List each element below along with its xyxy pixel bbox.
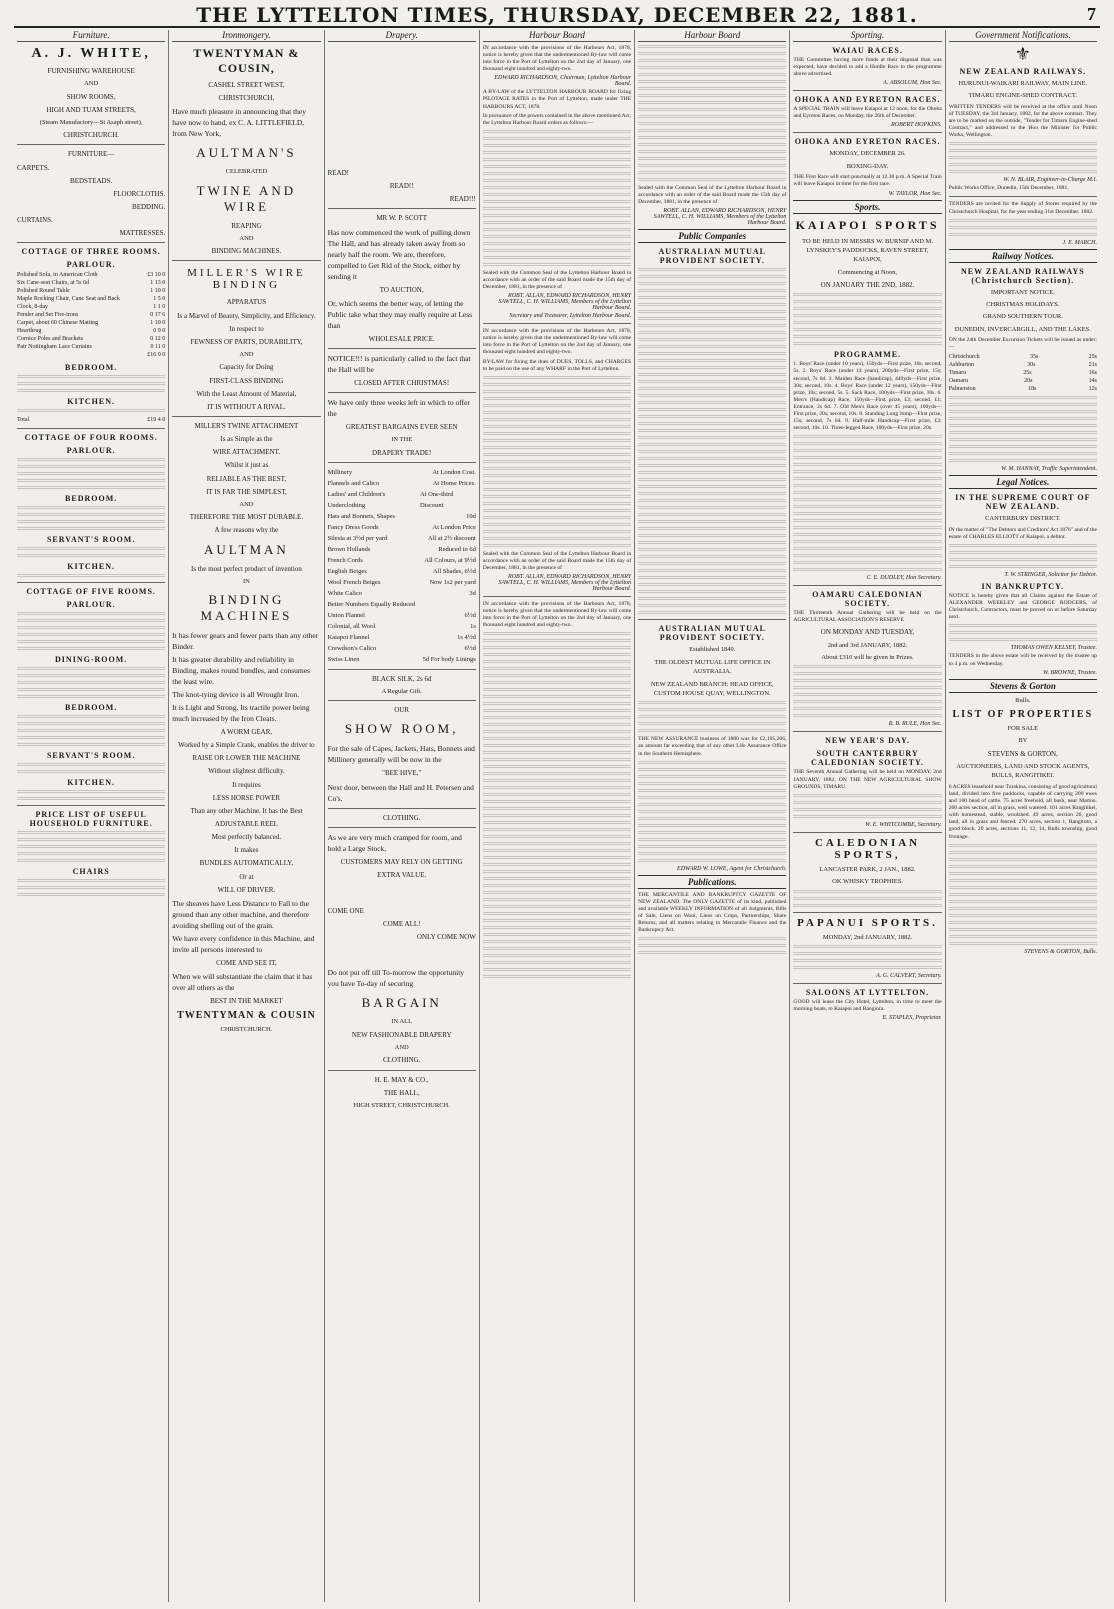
column-header: Drapery. (328, 30, 476, 42)
ad-line: MATTRESSES. (119, 229, 166, 238)
ad-line: CARPETS. (17, 163, 50, 172)
ad-line: Whilst it just as (224, 461, 269, 470)
section-title: Stevens & Gorton (949, 679, 1097, 693)
ad-line: BEST IN THE MARKET (210, 997, 283, 1006)
list-item: Kaiapoi Flannel 1s 4½d (327, 633, 476, 641)
notice-text: THE NEW ASSURANCE business of 1880 was for £2,105,206, an amount far exceeding that of any other Life Assurance Office in the Southern Hemisphere. (638, 736, 787, 757)
ad-line: AND (84, 80, 99, 88)
ad-text: The knot-tying device is all Wrought Iron. (172, 690, 300, 700)
brand-heading: AULTMAN (204, 541, 289, 557)
notice-signature: W. M. HANNAY, Traffic Superintendent. (1001, 466, 1097, 473)
ad-heading: BARGAIN (361, 995, 442, 1011)
section-heading: BEDROOM. (65, 363, 118, 373)
ad-line: FIRST-CLASS BINDING (209, 376, 284, 385)
notice-text: IN the matter of "The Debtors and Creditors' Act 1876" and of the estate of CHARLES ELLIOTT of Kaiapoi, a debtor. (948, 526, 1097, 540)
table-row: Ashburton 30s 21s (948, 362, 1097, 369)
ad-line: AUCTIONEERS, LAND AND STOCK AGENTS, BULLS, RANGITIKEI. (956, 763, 1090, 780)
price-list (17, 271, 165, 359)
ad-line: NEW ZEALAND BRANCH: HEAD OFFICE, CUSTOM HOUSE QUAY, WELLINGTON. (650, 680, 774, 697)
section-heading: COTTAGE OF THREE ROOMS. (21, 247, 161, 257)
ad-line: READ!! (389, 182, 414, 191)
table-row: Timaru 25s 16s (948, 370, 1097, 377)
ad-line: MR W. P. SCOTT (376, 214, 428, 223)
section-heading: PARLOUR. (66, 600, 116, 610)
ad-line: It requires (232, 780, 261, 789)
ad-text: We have every confidence in this Machine, and invite all persons interested to (172, 933, 315, 954)
ad-line: With the Least Amount of Material, (196, 389, 297, 398)
section-heading: BEDROOM. (65, 703, 118, 713)
ad-line: REAPING (231, 221, 262, 230)
list-item: Crewdson's Calico 6½d (327, 644, 476, 652)
event-heading: CALEDONIAN SPORTS, (814, 836, 921, 861)
columns (14, 30, 1100, 1602)
ad-line: ADJUSTABLE REEL (214, 820, 278, 829)
notice-text: THE Thirteenth Annual Gathering will be held on the AGRICULTURAL ASSOCIATION'S RESERVE (793, 610, 942, 624)
list-item: Maple Rocking Chair, Cane Seat and Back 1 5 0 (17, 296, 166, 303)
ad-line: AND (239, 500, 254, 508)
ad-line: Or at (239, 872, 254, 881)
list-item: Fancy Dress Goods At London Price (327, 523, 476, 531)
column-header: Sporting. (793, 30, 941, 42)
event-heading: KAIAPOI SPORTS (795, 217, 940, 232)
ad-line: OK WHISKY TROPHIES. (832, 878, 903, 886)
section-title: Publications. (638, 875, 786, 889)
ad-line: Capacity for Doing (219, 363, 274, 372)
list-item: White Calico 3d (327, 589, 476, 597)
ad-text: Or, which seems the better way, of letting the Public take what they may really require at Less than (327, 298, 473, 330)
table-row: Christchurch 35s 25s (948, 354, 1097, 361)
ad-text: NOTICE!!! is particularly called to the fact that the Hall will be (327, 353, 471, 374)
ad-line: STEVENS & GORTON, (987, 749, 1058, 758)
ad-line: It makes (234, 846, 259, 855)
section-heading: PRICE LIST OF USEFUL HOUSEHOLD FURNITURE. (29, 810, 153, 829)
ad-line: COME ALL! (382, 920, 421, 929)
ad-line: AND (394, 1043, 409, 1051)
ad-line: ON JANUARY THE 2ND, 1882. (820, 281, 915, 290)
list-item: Clock, 8-day 1 1 0 (17, 304, 166, 311)
event-title: SALOONS AT LYTTELTON. (805, 987, 930, 997)
ad-text: Next door, between the Hall and H. Petersen and Co's. (327, 782, 474, 803)
list-item: Better Numbers Equally Reduced (327, 600, 416, 608)
ad-line: APPARATUS (226, 298, 267, 307)
ad-line: COME AND SEE IT, (216, 958, 277, 967)
ad-line: LESS HORSE POWER (212, 793, 281, 802)
ad-line: CELEBRATED (225, 168, 268, 176)
event-title: OHOKA AND EYRETON RACES. (794, 95, 941, 105)
ad-line: TO AUCTION, (379, 285, 424, 294)
royal-arms-icon: ⚜ (1014, 44, 1031, 64)
notice-text: A BY-LAW of the LYTTELTON HARBOUR BOARD for fixing PILOTAGE RATES in the Port of Lyttelton, made under THE HARBOURS ACT, 1878. (482, 89, 632, 110)
event-title: SOUTH CANTERBURY CALEDONIAN SOCIETY. (811, 749, 925, 768)
ad-line: IT IS FAR THE SIMPLEST, (206, 487, 287, 496)
ad-line: Than any other Machine. It has the Best (190, 806, 303, 815)
table-row: Palmerston 18s 12s (948, 386, 1097, 393)
ad-line: Most perfectly balanced. (211, 833, 282, 842)
section-heading: COTTAGE OF FIVE ROOMS. (26, 587, 156, 597)
column-header: Furniture. (17, 30, 165, 42)
ad-line: DRAPERY TRADE! (372, 448, 432, 457)
ad-line: HIGH AND TUAM STREETS, (46, 105, 136, 114)
list-item: Carpet, about 60 Chinese Matting 1 10 0 (17, 320, 166, 327)
notice-text: TENDERS are invited for the Supply of Stores required by the Christchurch Hospital, for the year ending 31st December, 1882. (948, 201, 1097, 215)
ad-line: COME ONE (327, 906, 364, 915)
notice-text: BY-LAW for fixing the dues of DUES, TOLLS, and CHARGES to be paid on the use of any WHARF in the Port of Lyttelton. (482, 358, 632, 372)
list-total: Total £19 4 0 (17, 417, 166, 424)
advertiser-name: TWENTYMAN & COUSIN, (193, 46, 300, 75)
notice-signature: EDWARD RICHARDSON, Chairman, Lyttelton Harbour Board. (494, 75, 632, 88)
column-ironmongery (168, 30, 323, 1602)
list-item: Fender and Set Fire-irons 0 17 6 (17, 312, 166, 319)
notice-title: IN BANKRUPTCY. (981, 582, 1065, 592)
ad-line: WIRE ATTACHMENT. (212, 448, 281, 457)
notice-text: Sealed with the Common Seal of the Lyttelton Harbour Board in accordance with an order of the said Board made the 15th day of December, 1881, in the presence of (638, 185, 787, 206)
fares-table (949, 353, 1097, 393)
ad-heading: LIST OF PROPERTIES (952, 709, 1094, 721)
ad-line: THE OLDEST MUTUAL LIFE OFFICE IN AUSTRALIA. (654, 658, 771, 676)
ad-text: It is Light and Strong. Its tractile power being much increased by the Iron Cleats. (172, 703, 310, 724)
list-item: Flannels and Calico At Home Prices. (327, 479, 476, 487)
ad-line: CHRISTCHURCH. (63, 131, 120, 140)
ad-line: FEWNESS OF PARTS, DURABILITY, (190, 337, 303, 346)
ad-line: CLOTHING. (382, 1056, 421, 1065)
ad-line: FOR SALE (1007, 725, 1039, 733)
advertiser-name: A. J. WHITE, (31, 46, 151, 61)
list-item: Ladies' and Children's Underclothing At One-third Discount (327, 490, 454, 509)
ad-line: BINDING MACHINES. (211, 247, 282, 256)
notice-text: THE Seventh Annual Gathering will be held on MONDAY, 2nd JANUARY, 1882, ON THE NEW AGRICULTURAL SHOW GROUNDS, TIMARU. (793, 769, 942, 790)
section-title: Sports. (793, 200, 941, 214)
ad-line: DUNEDIN, INVERCARGILL, AND THE LAKES. (954, 325, 1091, 333)
brand-heading: BINDING MACHINES (200, 592, 293, 624)
list-item: Six Cane-seat Chairs, at 5s 6d 1 13 0 (17, 280, 166, 287)
newspaper-title: THE LYTTELTON TIMES, THURSDAY, DECEMBER 22, 1881. (196, 3, 918, 27)
ad-line: CURTAINS. (17, 216, 53, 225)
notice-text: THE Committee having more funds at their disposal than was expected, have decided to add a Hurdle Race to the programme above advertised. (793, 57, 942, 78)
ad-line: AND (239, 234, 254, 242)
ad-line: IT IS WITHOUT A RIVAL. (207, 402, 286, 411)
list-item: French Cords All Colours, at 9½d (327, 556, 476, 564)
goods-list (328, 467, 476, 665)
notice-signature: ROBERT HOPKINS. (891, 122, 942, 129)
list-item: Swiss Linen 5d For body Linings (327, 655, 476, 663)
notice-text: THE First Race will start punctually at 12.30 p.m. A Special Train will leave Kaiapoi in time for the first race. (793, 174, 942, 188)
advertiser-signature: TWENTYMAN & COUSIN (177, 1010, 316, 1022)
notice-signature: A. G. CALVERT, Secretary. (876, 972, 942, 979)
ad-text: We have only three weeks left in which to offer the (327, 397, 470, 418)
ad-line: GRAND SOUTHERN TOUR. (982, 313, 1063, 321)
notice-text: 1. Boys' Race (under 10 years), 150yds—First prize, 10s; second, 5s. 2. Boys' Race (under 14 years), 200yds—First prize, 15s; second, 7s 6d. 3. Maiden Race (handicap), 440yds—First prize, 30s; second, 10s. 4. Boys' Race (under 12 years), 150yds—First prize, 10s; second, 5s. 5. Sack Race, 100yds—First prize, 10s. 6. Men's (Handicap) Race, 150yds—First prize, £3; second, £1; Entrance, 2s 6d. 7. Old Men's Race (over 45 years), 100yds—First prize, 20s; second, 10s. 8. Standing Long Jump—First prize, 15s; second, 7s 6d. 9. Half-mile Handicap—First prize, £2; second, 10s. 10. Three-legged Race, 100yds—First prize, 20s. (793, 361, 942, 432)
column-header: Government Notifications. (949, 30, 1097, 42)
ad-line: OUR (394, 706, 410, 715)
section-title: Public Companies (638, 229, 786, 243)
notice-text: IN accordance with the provisions of the Harbours Act, 1878, notice is hereby given that the undermentioned By-law will come into force in the Port of Lyttelton on the 2nd day of January, one thousand eight hundred and eighty-two. (482, 328, 632, 356)
ad-line: BUNDLES AUTOMATICALLY, (199, 859, 294, 868)
notice-text: ON the 24th December Excursion Tickets will be issued as under:— (948, 337, 1097, 351)
list-item: Silesia at 3½d per yard All at 2½ discount (327, 534, 476, 542)
list-item: Polished Round Table 1 10 0 (17, 288, 166, 295)
ad-text: As we are very much cramped for room, and hold a Large Stock, (327, 832, 462, 853)
ad-line: THE HALL, (383, 1088, 420, 1097)
brand-heading: AULTMAN'S (196, 145, 297, 161)
ad-line: READ! (327, 169, 349, 177)
ad-line: Commencing at Noon, (838, 268, 898, 276)
ad-line: In respect to (229, 324, 264, 333)
notice-signature: T. W. STRINGER, Solicitor for Debtor. (1004, 572, 1097, 579)
ad-line: NEW FASHIONABLE DRAPERY (351, 1030, 452, 1039)
ad-line: Established 1849. (689, 646, 736, 654)
page-number: 7 (1087, 4, 1096, 24)
ad-line: CANTERBURY DISTRICT. (985, 515, 1061, 523)
list-item: Millinery At London Cost. (327, 468, 476, 476)
ad-line: A WORM GEAR, (220, 728, 273, 737)
ad-line: About £310 will be given in Prizes. (821, 654, 914, 662)
ad-line: CHRISTMAS HOLIDAYS. (986, 301, 1060, 309)
brand-heading: TWINE AND WIRE (196, 182, 297, 214)
ad-line: Is the most perfect product of invention (191, 564, 302, 573)
list-item: Wool French Beiges Now 1s2 per yard (327, 578, 476, 586)
list-item: Pair Nottingham Lace Curtains 0 11 0 (17, 344, 166, 351)
list-item: Brown Hollands Reduced to 6d (327, 545, 476, 553)
notice-signature: ROBT. ALLAN, EDWARD RICHARDSON, HENRY SAWTELL, C. H. WILLIAMS, Members of the Lyttelton Harbour Board. (653, 208, 787, 227)
ad-heading: SHOW ROOM, (344, 721, 459, 737)
masthead (14, 4, 1100, 28)
column-furniture (14, 30, 168, 1602)
ad-line: TO BE HELD IN MESSRS W. BURNIP AND M. LYNSKEY'S PADDOCKS, RAVEN STREET, KAIAPOI, (802, 237, 933, 264)
ad-line: Is a Marvel of Beauty, Simplicity, and Efficiency. (177, 311, 316, 320)
notice-text: IN accordance with the provisions of the Harbours Act, 1878, notice is hereby given that the undermentioned By-law will come into force in the Port of Lyttelton on the 2nd day of January, one thousand eight hundred and eighty-two. (482, 600, 632, 629)
notice-text: WRITTEN TENDERS will be received at the office until Noon of TUESDAY, the 3rd January, 1882, for the above contract. They are to be marked on the outside, "Tender for Timaru Engine-shed Contract," and addressed to the Hon the Minister for Public Works, Wellington. (948, 103, 1097, 139)
brand-heading: MILLER'S WIRE BINDING (187, 267, 306, 292)
ad-line: MONDAY, 2nd JANUARY, 1882. (822, 933, 913, 941)
notice-text: Sealed with the Common Seal of the Lyttelton Harbour Board in accordance with an order of the said Board made the 15th day of December, 1881, in the presence of (482, 269, 632, 291)
ad-line: WILL OF DRIVER. (217, 885, 276, 894)
notice-signature: E. STAPLES, Proprietor. (882, 1015, 942, 1022)
ad-line: BEDDING. (132, 202, 166, 211)
event-title: OHOKA AND EYRETON RACES. (794, 137, 941, 147)
ad-line: RELIABLE AS THE BEST, (206, 474, 287, 483)
notice-signature: W. BROWNE, Trustee. (1043, 669, 1097, 676)
event-heading: PAPANUI SPORTS. (797, 916, 938, 929)
section-heading: KITCHEN. (67, 778, 116, 788)
notice-signature: EDWARD W. LOWE, Agent for Christchurch. (677, 865, 787, 872)
notice-text: In pursuance of the powers contained in the above mentioned Act, the Lyttelton Harbour Board orders as follows:— (482, 112, 632, 126)
ad-line: GREATEST BARGAINS EVER SEEN (345, 422, 458, 431)
section-heading: KITCHEN. (67, 562, 116, 572)
ad-line: FLOORCLOTHS. (113, 189, 166, 198)
ad-line: IN THE (391, 436, 413, 444)
event-title: NEW YEAR'S DAY. (825, 736, 910, 746)
section-heading: DINING-ROOM. (55, 655, 128, 665)
ad-line: Without slightest difficulty. (208, 767, 285, 776)
ad-line: SHOW ROOMS, (66, 92, 116, 101)
ad-line: FURNISHING WAREHOUSE (47, 67, 135, 75)
list-item: English Beiges All Shades, 6½d (327, 567, 476, 575)
ad-line: Worked by a Simple Crank, enables the driver to (178, 741, 315, 750)
ad-line: IN ALL (391, 1018, 413, 1026)
notice-signature: ROBT. ALLAN, EDWARD RICHARDSON, HENRY SAWTELL, C. H. WILLIAMS, Members of the Lyttelton Harbour Board. (498, 573, 632, 592)
column-drapery (324, 30, 479, 1602)
notice-signature: J. E. MARCH. (1062, 239, 1097, 246)
list-item: Union Flannel 6½d (327, 611, 476, 619)
notice-title: NEW ZEALAND RAILWAYS. (959, 67, 1087, 76)
notice-text: NOTICE is hereby given that all Claims against the Estate of ALEXANDER WEEKLEY and GEORGE RODGERS, of Christchurch, Contractors, must be proved on or before Saturday next. (948, 593, 1097, 621)
column-header: Harbour Board (638, 30, 786, 42)
column-header: Ironmongery. (172, 30, 320, 42)
ad-line: LANCASTER PARK, 2 JAN., 1882. (819, 865, 916, 873)
column-sporting (789, 30, 944, 1602)
ad-text: For the sale of Capes, Jackets, Hats, Bonnets and Millinery generally will be now in the (327, 744, 475, 765)
column-government (945, 30, 1100, 1602)
section-heading: PARLOUR. (66, 260, 116, 270)
ad-line: HIGH STREET, CHRISTCHURCH. (353, 1101, 450, 1109)
list-item: Cornice Poles and Brackets 0 12 0 (17, 336, 166, 343)
ad-line: AND (239, 350, 254, 358)
notice-title: NEW ZEALAND RAILWAYS (Christchurch Section). (960, 266, 1085, 285)
ad-text: The sheaves have Less Distance to Fall to the ground than any other machine, and therefore avoiding shelling out of the grain. (172, 898, 310, 930)
ad-line: WHOLESALE PRICE. (368, 334, 435, 343)
notice-signature: W. TAYLOR, Hon Sec. (888, 190, 942, 197)
notice-text: Sealed with the Common Seal of the Lyttelton Harbour Board in accordance with an order of the said Board made the 15th day of December, 1881, in the presence of (482, 550, 632, 571)
ad-line: TIMARU ENGINE-SHED CONTRACT. (968, 92, 1078, 100)
notice-text: Public Works Office, Dunedin, 15th December, 1881. (948, 185, 1069, 192)
table-row: Oamaru 20s 14s (948, 378, 1097, 385)
notice-text: TENDERS in the above estate will be received by the trustee up to 4 p.m. on Wednesday. (948, 653, 1097, 667)
section-title: Legal Notices. (949, 475, 1097, 489)
section-heading: SERVANT'S ROOM. (46, 535, 136, 545)
ad-line: Is as Simple as the (220, 435, 273, 444)
ad-line: ONLY COME NOW (416, 933, 476, 942)
notice-signature: W. E. WHITCOMBE, Secretary. (865, 821, 942, 828)
ad-line: A few reasons why the (214, 526, 279, 535)
column-header: Harbour Board (483, 30, 631, 42)
event-title: OAMARU CALEDONIAN SOCIETY. (812, 590, 923, 609)
ad-line: HURUNUI-WAIKARI RAILWAY, MAIN LINE. (958, 80, 1088, 87)
notice-signature: R. B. RULE, Hon Sec. (888, 721, 942, 728)
list-item: Hearthrug 0 9 0 (17, 328, 166, 335)
ad-line: CLOTHING. (382, 813, 421, 822)
notice-title: IN THE SUPREME COURT OF NEW ZEALAND. (955, 493, 1091, 512)
ad-line: BY (1018, 737, 1028, 745)
ad-text: Have much pleasure in announcing that they have now to hand, ex C. A. LITTLEFIELD, from New York, (172, 107, 306, 139)
ad-line: ON MONDAY AND TUESDAY, (820, 628, 915, 637)
section-heading: COTTAGE OF FOUR ROOMS. (24, 433, 158, 443)
section-heading: BEDROOM. (65, 494, 118, 504)
ad-line: FURNITURE— (68, 150, 115, 159)
notice-text: THE MERCANTILE AND BANKRUPTCY GAZETTE OF NEW ZEALAND. The ONLY GAZETTE of its kind, published and available WEEKLY INFORMATION of all Judgments, Bills of Sale, Liens on Wool, Liens on Crops, Partnerships, Share Returns, and all matters relating to Mercantile Finance and the Bankruptcy Act. (638, 891, 787, 934)
notice-signature: W. N. BLAIR, Engineer-in-Charge M.I. (1003, 177, 1097, 184)
list-item: Polished Sofa, in American Cloth £3 10 0 (17, 272, 166, 279)
notice-text: A SPECIAL TRAIN will leave Kaiapoi at 12 noon, for the Ohoka and Eyreton Races, on Monday, the 26th of December. (793, 106, 942, 120)
ad-line: (Steam Manufactory—St Asaph street), (39, 118, 143, 126)
ad-text: When we will substantiate the claim that it has over all others as the (172, 972, 313, 993)
notice-text: 6 ACRES leasehold near Turakina, consisting of good agricultural land, divided into five paddocks, capable of carrying 200 ewes and 100 head of cattle. 75 acres freehold, all bush, near Marton. 200 acres section, all in grass, well watered. 101 acres Rangitikei, with homestead, stable, woolshed. 49 acres, section 26, good land, all in grass and fenced. 270 acres, section 1, Rangitoto, a good block. 20 acres, sections 11, 12, 14, Bulls township, good frontage. (948, 783, 1097, 840)
event-title: WAIAU RACES. (832, 46, 903, 55)
notice-signature: A. ABSOLUM, Hon Sec. (883, 80, 942, 87)
column-harbour-board-2 (634, 30, 789, 1602)
ad-line: EXTRA VALUE. (377, 870, 427, 879)
ad-line: CUSTOMERS MAY RELY ON GETTING (340, 857, 463, 866)
list-total: £16 0 0 (147, 352, 166, 359)
company-name: AUSTRALIAN MUTUAL PROVIDENT SOCIETY. (658, 247, 766, 266)
ad-line: 2nd and 3rd JANUARY, 1882. (827, 641, 908, 649)
ad-line: H. E. MAY & CO., (374, 1075, 429, 1084)
notice-text: IN accordance with the provisions of the Harbours Act, 1878, notice is hereby given that the undermentioned By-law will come into force in the Port of Lyttelton on the 2nd day of January, one thousand eight hundred and eighty-two. (482, 45, 632, 73)
notice-signature: STEVENS & GORTON, Bulls. (1024, 948, 1097, 955)
ad-line: CHRISTCHURCH, (218, 94, 275, 103)
ad-line: CASHEL STREET WEST, (208, 81, 285, 89)
column-harbour-board (479, 30, 634, 1602)
ad-line: MILLER'S TWINE ATTACHMENT (194, 421, 299, 430)
ad-line: BOXING-DAY. (846, 162, 889, 170)
section-heading: SERVANT'S ROOM. (46, 751, 136, 761)
ad-line: CLOSED AFTER CHRISTMAS! (354, 378, 450, 387)
notice-signature: C. E. DUDLEY, Hon Secretary. (866, 575, 942, 582)
ad-line: BLACK SILK, 2s 6d (371, 674, 432, 683)
ad-line: A Regular Gift. (381, 687, 422, 695)
ad-line: "BEE HIVE," (382, 769, 422, 778)
ad-line: IMPORTANT NOTICE. (990, 288, 1055, 296)
ad-text: It has greater durability and reliability in Binding, makes round bundles, and consumes the least wire. (172, 655, 310, 687)
ad-text: Has now commenced the work of pulling down The Hall, and has already taken away from so nearly half the room. We are, therefore, compelled to Get Rid of the Stock, either by sending it (327, 227, 471, 281)
ad-line: READ!!! (449, 195, 476, 204)
section-title: Railway Notices. (949, 249, 1097, 263)
ad-text: It has fewer gears and fewer parts than any other Binder. (172, 631, 319, 652)
list-item: Hats and Bonnets, Shapes 10d (327, 512, 476, 520)
ad-line: MONDAY, DECEMBER 26. (829, 150, 906, 158)
section-heading: CHAIRS (72, 867, 110, 877)
notice-signature: THOMAS OWEN KELSEY, Trustee. (1010, 645, 1097, 652)
notice-signature: ROBT. ALLAN, EDWARD RICHARDSON, HENRY SAWTELL, C. H. WILLIAMS, Members of the Lyttelton Harbour Board. (498, 293, 632, 312)
ad-line: THEREFORE THE MOST DURABLE. (189, 513, 304, 522)
list-item: Colonial, all Wool 1s (327, 622, 476, 630)
ad-line: BEDSTEADS. (70, 176, 113, 185)
ad-line: Bulls. (1015, 696, 1031, 704)
ad-text: Do not put off till To-morrow the opportunity you have To-day of securing (327, 968, 465, 989)
section-heading: PARLOUR. (66, 446, 116, 456)
ad-line: IN (242, 577, 250, 585)
company-name: AUSTRALIAN MUTUAL PROVIDENT SOCIETY. (658, 624, 766, 643)
ad-line: CHRISTCHURCH. (220, 1026, 273, 1034)
notice-signature: Secretary and Treasurer, Lyttelton Harbour Board. (509, 313, 632, 320)
notice-text: GOOD will lease the City Hotel, Lyttelton, in time to meet the morning boats, to Kaiapoi and Rangiora. (793, 998, 942, 1013)
section-heading: PROGRAMME. (833, 350, 902, 360)
ad-line: RAISE OR LOWER THE MACHINE (192, 754, 301, 763)
section-heading: KITCHEN. (67, 397, 116, 407)
